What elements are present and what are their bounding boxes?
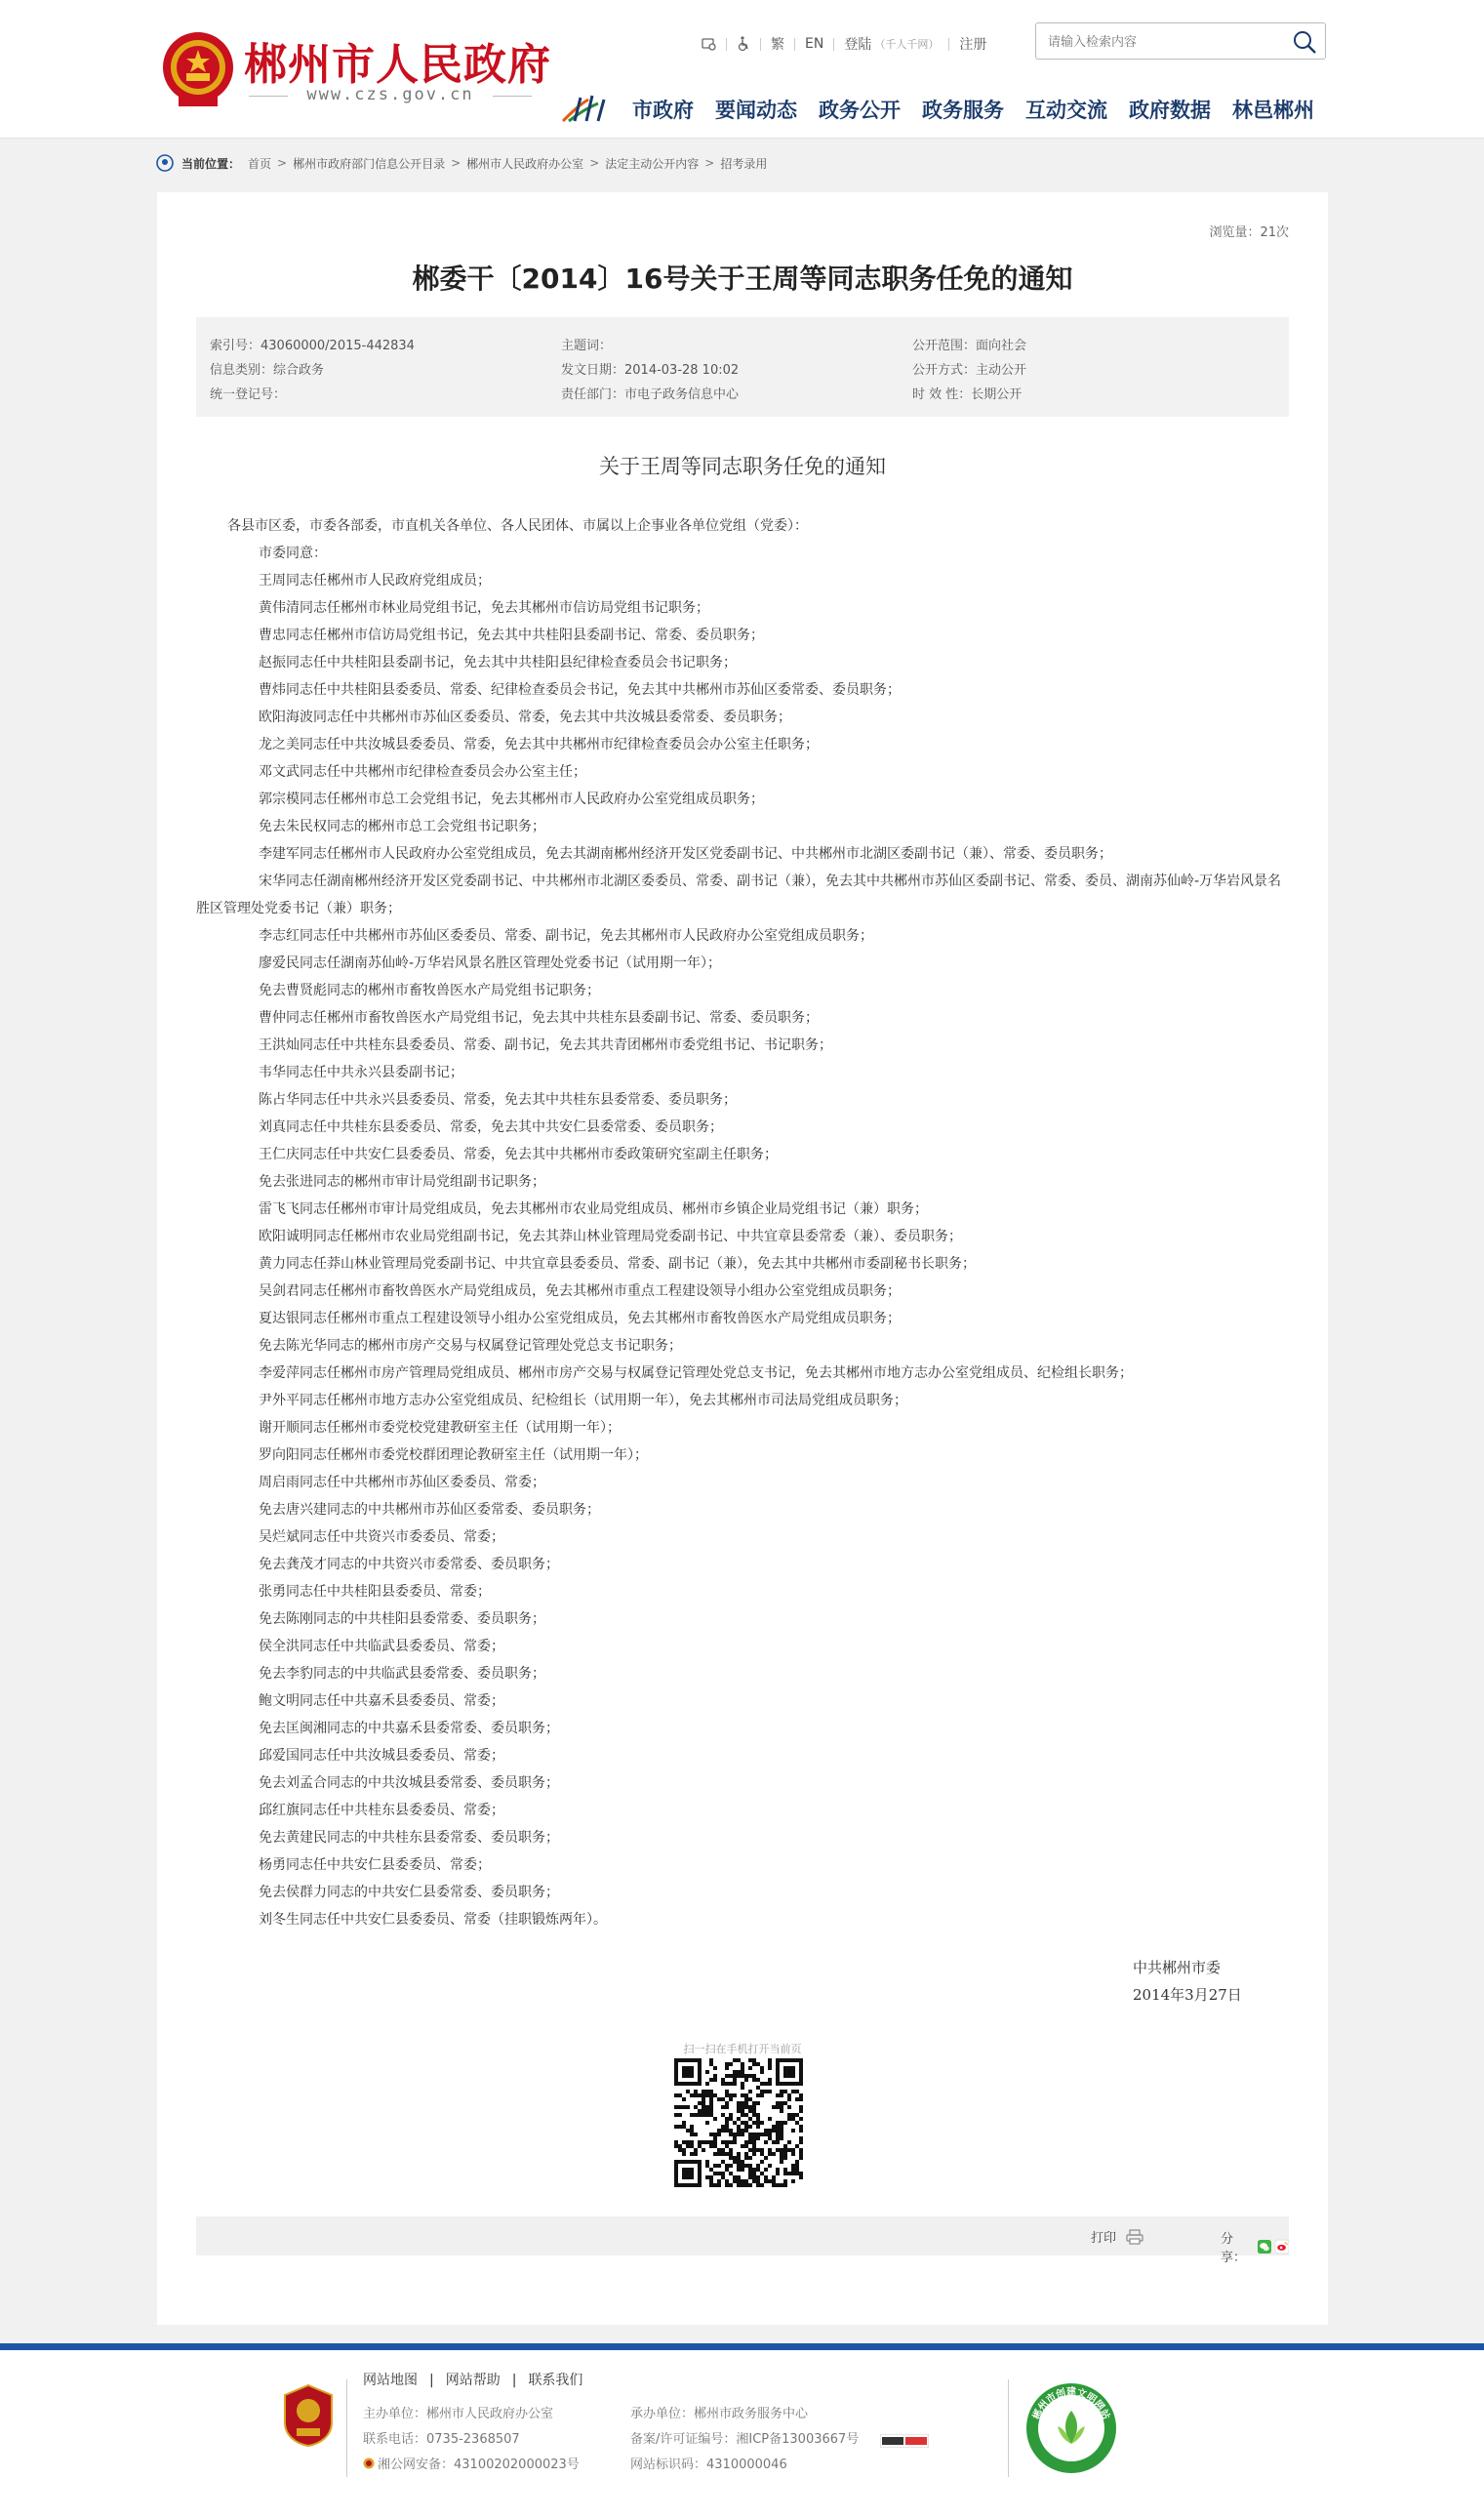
meta-category: 信息类别：综合政务 (210, 363, 325, 378)
national-emblem-icon[interactable] (159, 28, 237, 110)
body-paragraph: 邓文武同志任中共郴州市纪律检查委员会办公室主任； (259, 764, 586, 780)
footer-divider-line (346, 2379, 347, 2477)
police-badge-icon (363, 2458, 375, 2469)
body-paragraph: 陈占华同志任中共永兴县委委员、常委，免去其中共桂东县委常委、委员职务； (259, 1092, 737, 1108)
footer-police-record[interactable] (363, 2454, 580, 2472)
footer-link-contact[interactable]: 联系我们 (528, 2373, 583, 2388)
civilized-website-seal-icon[interactable] (1024, 2381, 1118, 2475)
wechat-share-icon[interactable] (1258, 2239, 1271, 2255)
cnzz-badge-icon[interactable] (880, 2434, 929, 2448)
body-paragraph: 免去黄建民同志的中共桂东县委常委、委员职务； (259, 1830, 559, 1846)
party-government-badge-icon[interactable] (283, 2383, 334, 2448)
body-paragraph: 王周同志任郴州市人民政府党组成员； (259, 573, 491, 589)
meta-method: 公开方式：主动公开 (912, 363, 1027, 378)
qr-code-icon (674, 2058, 803, 2187)
nav-brand-logo-icon (559, 92, 610, 125)
meta-validity: 时 效 性：长期公开 (912, 387, 1023, 402)
body-paragraph: 黄伟清同志任郴州市林业局党组书记，免去其郴州市信访局党组书记职务； (259, 600, 709, 616)
share-group (1221, 2228, 1289, 2265)
body-paragraph: 免去陈光华同志的郴州市房产交易与权属登记管理处党总支书记职务； (259, 1338, 682, 1354)
breadcrumb-separator: > (704, 156, 715, 170)
site-url: www.czs.gov.cn (249, 85, 532, 104)
location-pin-icon (156, 154, 174, 172)
body-paragraph: 郭宗模同志任郴州市总工会党组书记，免去其郴州市人民政府办公室党组成员职务； (259, 792, 764, 807)
meta-reg-no: 统一登记号： (210, 387, 287, 402)
sign-date: 2014年3月27日 (1133, 1986, 1242, 2004)
footer-divider (0, 2343, 1484, 2350)
login-link[interactable]: 登陆 (844, 37, 872, 53)
body-paragraph: 黄力同志任莽山林业管理局党委副书记、中共宜章县委委员、常委、副书记（兼），免去其中共郴州市委副秘书长职务； (259, 1256, 976, 1272)
article-panel (157, 192, 1328, 2325)
meta-dept: 责任部门：市电子政务信息中心 (561, 387, 740, 402)
breadcrumb-item-office[interactable]: 郴州市人民政府办公室 (466, 156, 584, 171)
printer-icon (1126, 2229, 1143, 2245)
body-paragraph: 李建军同志任郴州市人民政府办公室党组成员，免去其湖南郴州经济开发区党委副书记、中共郴州市北湖区委副书记（兼）、常委、委员职务； (259, 846, 1112, 862)
weibo-share-icon[interactable] (1275, 2239, 1289, 2255)
body-paragraph: 免去曹贤彪同志的郴州市畜牧兽医水产局党组书记职务； (259, 983, 600, 998)
body-paragraph: 李爱萍同志任郴州市房产管理局党组成员、郴州市房产交易与权属登记管理处党总支书记，免去其郴州市地方志办公室党组成员、纪检组长职务； (259, 1365, 1133, 1381)
top-links (701, 34, 986, 54)
body-paragraph: 赵振同志任中共桂阳县委副书记，免去其中共桂阳县纪律检查委员会书记职务； (259, 655, 737, 670)
body-paragraph: 谢开顺同志任郴州市委党校党建教研室主任（试用期一年）； (259, 1420, 621, 1436)
traditional-chinese-link[interactable]: 繁 (771, 37, 784, 53)
article-toolbar (196, 2216, 1289, 2265)
body-paragraph: 免去李豹同志的中共临武县委常委、委员职务； (259, 1666, 545, 1682)
body-paragraph: 免去陈刚同志的中共桂阳县委常委、委员职务； (259, 1611, 545, 1627)
body-paragraph: 免去刘孟合同志的中共汝城县委常委、委员职务； (259, 1775, 559, 1791)
document-subtitle: 关于王周等同志职务任免的通知 (599, 455, 886, 478)
document-body (196, 512, 1289, 1933)
body-paragraph: 曹忠同志任郴州市信访局党组书记，免去其中共桂阳县委副书记、常委、委员职务； (259, 628, 764, 643)
breadcrumb-separator: > (451, 156, 461, 170)
register-link[interactable]: 注册 (959, 37, 987, 53)
print-button[interactable] (1091, 2227, 1143, 2246)
meta-index-no: 索引号：43060000/2015-442834 (210, 339, 415, 353)
footer-link-help[interactable]: 网站帮助 (445, 2373, 501, 2388)
wheelchair-accessibility-icon[interactable] (737, 36, 750, 52)
body-paragraph: 夏达银同志任郴州市重点工程建设领导小组办公室党组成员，免去其郴州市畜牧兽医水产局党组成员职务； (259, 1311, 901, 1326)
body-paragraph: 吴剑君同志任郴州市畜牧兽医水产局党组成员，免去其郴州市重点工程建设领导小组办公室党组成员职务； (259, 1283, 901, 1299)
body-paragraph: 杨勇同志任中共安仁县委委员、常委； (259, 1857, 491, 1873)
body-paragraph: 龙之美同志任中共汝城县委委员、常委，免去其中共郴州市纪律检查委员会办公室主任职务； (259, 737, 819, 752)
body-paragraph: 曹炜同志任中共桂阳县委委员、常委、纪律检查委员会书记，免去其中共郴州市苏仙区委常委、委员职务； (259, 682, 901, 698)
document-meta-table (196, 317, 1289, 417)
signer: 中共郴州市委 (1133, 1959, 1222, 1976)
footer-link-separator: | (429, 2373, 434, 2388)
footer-site-code: 网站标识码：4310000046 (630, 2458, 787, 2472)
body-paragraph: 欧阳诚明同志任郴州市农业局党组副书记，免去其莽山林业管理局党委副书记、中共宜章县委常委（兼）、委员职务； (259, 1229, 962, 1244)
search-box (1035, 22, 1326, 60)
site-footer (0, 2350, 1484, 2519)
body-paragraph: 曹仲同志任郴州市畜牧兽医水产局党组书记，免去其中共桂东县委副书记、常委、委员职务； (259, 1010, 819, 1026)
body-paragraph: 廖爱民同志任湖南苏仙岭-万华岩风景名胜区管理处党委书记（试用期一年）； (259, 955, 722, 971)
body-paragraph: 刘冬生同志任中共安仁县委委员、常委（挂职锻炼两年）。 (259, 1912, 607, 1928)
body-paragraph: 宋华同志任湖南郴州经济开发区党委副书记、中共郴州市北湖区委委员、常委、副书记（兼），免去其中共郴州市苏仙区委副书记、常委、委员、湖南苏仙岭-万华岩风景名胜区管理处党委书记（兼）职务； (196, 874, 1282, 916)
breadcrumb (156, 154, 767, 172)
footer-phone: 联系电话：0735-2368507 (363, 2432, 520, 2447)
meta-scope: 公开范围：面向社会 (912, 339, 1027, 353)
breadcrumb-item-recruitment[interactable]: 招考录用 (720, 156, 768, 171)
body-paragraph: 免去张进同志的郴州市审计局党组副书记职务； (259, 1174, 545, 1190)
body-paragraph: 免去唐兴建同志的中共郴州市苏仙区委常委、委员职务； (259, 1502, 600, 1518)
breadcrumb-separator: > (589, 156, 600, 170)
body-paragraph: 雷飞飞同志任郴州市审计局党组成员，免去其郴州市农业局党组成员、郴州市乡镇企业局党组书记（兼）职务； (259, 1201, 928, 1217)
seal-text: 郴州市创建文明网站 (1031, 2387, 1111, 2421)
nav-item-interaction[interactable]: 互动交流 (1025, 99, 1107, 122)
footer-links (363, 2370, 582, 2389)
nav-item-government-affairs[interactable]: 政务公开 (819, 99, 901, 122)
footer-link-separator: | (511, 2373, 517, 2388)
breadcrumb-separator: > (277, 156, 288, 170)
body-paragraph: 罗向阳同志任郴州市委党校群团理论教研室主任（试用期一年）； (259, 1447, 648, 1463)
body-paragraph: 侯全洪同志任中共临武县委委员、常委； (259, 1639, 504, 1654)
nav-item-city-government[interactable]: 市政府 (632, 99, 694, 122)
body-paragraph: 张勇同志任中共桂阳县委委员、常委； (259, 1584, 491, 1600)
breadcrumb-label: 当前位置： (181, 156, 241, 171)
nav-item-linyi-chenzhou[interactable]: 林邑郴州 (1232, 99, 1314, 122)
breadcrumb-item-catalog[interactable]: 郴州市政府部门信息公开目录 (293, 156, 446, 171)
body-paragraph: 尹外平同志任郴州市地方志办公室党组成员、纪检组长（试用期一年），免去其郴州市司法局党组成员职务； (259, 1393, 907, 1408)
site-header (0, 0, 1484, 139)
body-paragraph: 市委同意： (259, 546, 327, 561)
breadcrumb-item-home[interactable]: 首页 (248, 156, 272, 171)
body-paragraph: 李志红同志任中共郴州市苏仙区委委员、常委、副书记，免去其郴州市人民政府办公室党组成员职务； (259, 928, 873, 944)
view-count: 浏览量：21次 (1209, 225, 1289, 240)
body-paragraph: 邱红旗同志任中共桂东县委委员、常委； (259, 1803, 504, 1818)
page-title: 郴委干〔2014〕16号关于王周等同志职务任免的通知 (412, 263, 1073, 295)
nav-item-government-data[interactable]: 政府数据 (1129, 99, 1211, 122)
accessibility-reader-icon[interactable] (701, 36, 716, 52)
footer-divider-line (1008, 2379, 1009, 2477)
greeting-paragraph: 各县市区委，市委各部委，市直机关各单位、各人民团体、市属以上企事业各单位党组（党委）： (227, 518, 808, 534)
breadcrumb-item-statutory[interactable]: 法定主动公开内容 (605, 156, 700, 171)
body-paragraph: 免去朱民权同志的郴州市总工会党组书记职务； (259, 819, 545, 834)
search-input[interactable] (1046, 32, 1284, 52)
body-paragraph: 鲍文明同志任中共嘉禾县委委员、常委； (259, 1693, 504, 1709)
main-nav (632, 95, 1314, 124)
footer-host: 主办单位：郴州市人民政府办公室 (363, 2407, 554, 2421)
site-name[interactable]: 郴州市人民政府 (244, 40, 551, 90)
body-paragraph: 吴烂斌同志任中共资兴市委委员、常委； (259, 1529, 504, 1545)
body-paragraph: 王仁庆同志任中共安仁县委委员、常委，免去其中共郴州市委政策研究室副主任职务； (259, 1147, 778, 1162)
footer-icp[interactable]: 备案/许可证编号：湘ICP备13003667号 (630, 2432, 860, 2447)
body-paragraph: 周启雨同志任中共郴州市苏仙区委委员、常委； (259, 1475, 545, 1490)
body-paragraph: 邱爱国同志任中共汝城县委委员、常委； (259, 1748, 504, 1764)
english-link[interactable]: EN (805, 36, 824, 52)
search-icon[interactable] (1292, 29, 1317, 55)
body-paragraph: 刘真同志任中共桂东县委委员、常委，免去其中共安仁县委常委、委员职务； (259, 1119, 723, 1135)
body-paragraph: 免去匡闽湘同志的中共嘉禾县委常委、委员职务； (259, 1721, 559, 1736)
police-record-text: 湘公网安备：43100202000023号 (378, 2458, 580, 2472)
nav-item-news[interactable]: 要闻动态 (715, 99, 797, 122)
body-paragraph: 免去龚茂才同志的中共资兴市委常委、委员职务； (259, 1557, 559, 1572)
footer-link-sitemap[interactable]: 网站地图 (363, 2373, 418, 2388)
login-note: （千人千网） (874, 38, 940, 51)
qr-caption: 扫一扫在手机打开当前页 (683, 2043, 802, 2055)
body-paragraph: 韦华同志任中共永兴县委副书记； (259, 1065, 463, 1080)
meta-issue-date: 发文日期：2014-03-28 10:02 (561, 363, 740, 378)
body-paragraph: 免去侯群力同志的中共安仁县委常委、委员职务； (259, 1885, 559, 1900)
footer-operator: 承办单位：郴州市政务服务中心 (630, 2407, 809, 2421)
meta-subject: 主题词： (561, 339, 613, 353)
nav-item-government-services[interactable]: 政务服务 (922, 99, 1004, 122)
print-label: 打印 (1091, 2231, 1117, 2246)
body-paragraph: 欧阳海波同志任中共郴州市苏仙区委委员、常委，免去其中共汝城县委常委、委员职务； (259, 710, 791, 725)
share-label: 分享： (1221, 2232, 1247, 2265)
body-paragraph: 王洪灿同志任中共桂东县委委员、常委、副书记，免去其共青团郴州市委党组书记、书记职务； (259, 1037, 832, 1053)
